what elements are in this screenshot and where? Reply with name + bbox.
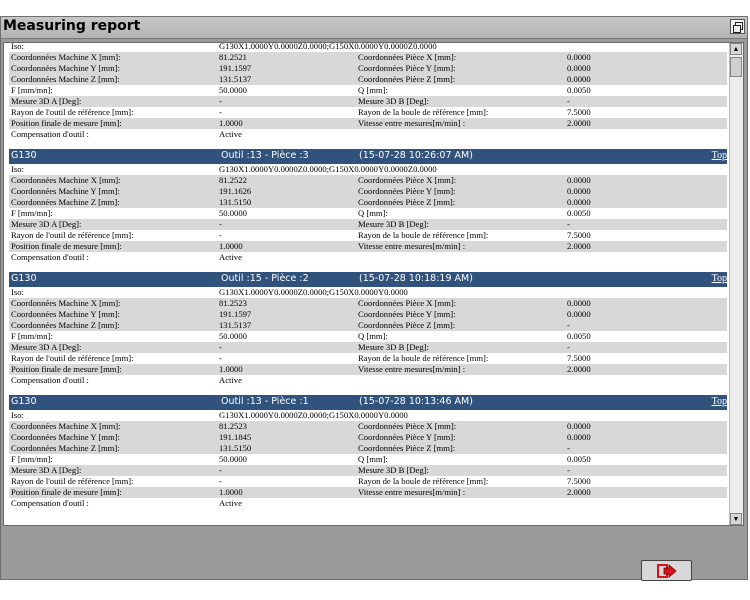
field-value: 191.1845 — [219, 432, 252, 442]
field-label: Mesure 3D A [Deg]: — [11, 342, 82, 352]
field-label: Rayon de l'outil de référence [mm]: — [11, 230, 134, 240]
field-value: - — [219, 353, 222, 363]
field-label: Compensation d'outil : — [11, 375, 89, 385]
report-block — [9, 42, 727, 140]
field-label: F [mm/mn]: — [11, 331, 53, 341]
field-value: 7.5000 — [567, 353, 591, 363]
field-label: Position finale de mesure [mm]: — [11, 118, 122, 128]
report-block — [9, 149, 727, 263]
report-tool-part: Outil :13 - Pièce :3 — [221, 150, 309, 161]
report-row — [9, 410, 727, 421]
report-cycle: G130 — [11, 273, 37, 284]
field-label: Mesure 3D A [Deg]: — [11, 219, 82, 229]
field-value: 0.0000 — [567, 197, 591, 207]
exit-door-arrow-icon — [657, 564, 677, 578]
field-value: - — [567, 219, 570, 229]
field-value: - — [567, 465, 570, 475]
field-label: Iso: — [11, 42, 24, 51]
scroll-down-arrow-icon[interactable]: ▼ — [730, 513, 742, 525]
field-value: 81.2521 — [219, 52, 247, 62]
report-row — [9, 230, 727, 241]
field-label: Coordonnées Machine Z [mm]: — [11, 74, 120, 84]
field-value: G130X1.0000Y0.0000Z0.0000;G150X0.0000Y0.0000Z0.0000 — [219, 42, 437, 51]
field-value: 0.0000 — [567, 74, 591, 84]
field-label: Coordonnées Machine Y [mm]: — [11, 432, 120, 442]
field-value: 131.5137 — [219, 74, 252, 84]
field-value: 0.0000 — [567, 52, 591, 62]
field-label: Coordonnées Pièce X [mm]: — [358, 52, 457, 62]
report-row — [9, 421, 727, 432]
top-link[interactable]: Top — [711, 150, 727, 161]
field-label: Coordonnées Machine X [mm]: — [11, 52, 121, 62]
field-value: - — [567, 96, 570, 106]
field-label: Coordonnées Pièce X [mm]: — [358, 298, 457, 308]
field-value: 7.5000 — [567, 476, 591, 486]
report-row — [9, 63, 727, 74]
scroll-thumb[interactable] — [730, 57, 742, 77]
report-row — [9, 74, 727, 85]
field-label: Q [mm]: — [358, 85, 388, 95]
field-label: Mesure 3D B [Deg]: — [358, 96, 429, 106]
report-timestamp: (15-07-28 10:13:46 AM) — [359, 396, 473, 407]
report-row — [9, 342, 727, 353]
report-row — [9, 498, 727, 509]
field-value: 50.0000 — [219, 454, 247, 464]
report-header — [9, 272, 727, 287]
field-value: 0.0000 — [567, 432, 591, 442]
field-label: Coordonnées Pièce Z [mm]: — [358, 320, 456, 330]
field-value: 131.5150 — [219, 197, 252, 207]
report-row — [9, 197, 727, 208]
field-value: - — [219, 219, 222, 229]
field-label: Compensation d'outil : — [11, 129, 89, 139]
field-label: Mesure 3D A [Deg]: — [11, 465, 82, 475]
field-label: Mesure 3D A [Deg]: — [11, 96, 82, 106]
field-value: 0.0000 — [567, 309, 591, 319]
field-label: Compensation d'outil : — [11, 252, 89, 262]
field-label: Rayon de la boule de référence [mm]: — [358, 107, 489, 117]
field-label: Coordonnées Machine X [mm]: — [11, 421, 121, 431]
report-row — [9, 375, 727, 386]
field-label: Vitesse entre mesures[m/min] : — [358, 241, 466, 251]
report-row — [9, 476, 727, 487]
field-label: Compensation d'outil : — [11, 498, 89, 508]
field-value: 0.0000 — [567, 186, 591, 196]
field-label: Rayon de l'outil de référence [mm]: — [11, 353, 134, 363]
report-row — [9, 320, 727, 331]
report-row — [9, 219, 727, 230]
report-row — [9, 85, 727, 96]
field-value: 191.1626 — [219, 186, 252, 196]
restore-window-icon[interactable] — [730, 19, 745, 34]
field-label: Coordonnées Pièce Z [mm]: — [358, 197, 456, 207]
field-value: 0.0000 — [567, 298, 591, 308]
field-label: Rayon de l'outil de référence [mm]: — [11, 107, 134, 117]
top-link[interactable]: Top — [711, 396, 727, 407]
field-value: 0.0050 — [567, 331, 591, 341]
report-header — [9, 395, 727, 410]
field-value: G130X1.0000Y0.0000Z0.0000;G150X0.0000Y0.0000 — [219, 410, 408, 420]
report-row — [9, 208, 727, 219]
field-label: Position finale de mesure [mm]: — [11, 241, 122, 251]
field-value: 0.0000 — [567, 175, 591, 185]
report-row — [9, 96, 727, 107]
field-value: 1.0000 — [219, 487, 243, 497]
scroll-up-arrow-icon[interactable]: ▲ — [730, 43, 742, 55]
field-label: F [mm/mn]: — [11, 208, 53, 218]
report-row — [9, 175, 727, 186]
field-label: Coordonnées Pièce Y [mm]: — [358, 432, 456, 442]
field-label: Vitesse entre mesures[m/min] : — [358, 118, 466, 128]
report-tool-part: Outil :13 - Pièce :1 — [221, 396, 309, 407]
field-value: 50.0000 — [219, 85, 247, 95]
field-label: Coordonnées Pièce Z [mm]: — [358, 74, 456, 84]
field-value: G130X1.0000Y0.0000Z0.0000;G150X0.0000Y0.0000Z0.0000 — [219, 164, 437, 174]
report-timestamp: (15-07-28 10:18:19 AM) — [359, 273, 473, 284]
report-list — [9, 43, 727, 509]
field-label: Coordonnées Machine X [mm]: — [11, 298, 121, 308]
field-value: G130X1.0000Y0.0000Z0.0000;G150X0.0000Y0.0000 — [219, 287, 408, 297]
field-value: 0.0050 — [567, 85, 591, 95]
field-label: Mesure 3D B [Deg]: — [358, 219, 429, 229]
report-cycle: G130 — [11, 150, 37, 161]
report-row — [9, 186, 727, 197]
field-value: 50.0000 — [219, 208, 247, 218]
field-value: - — [219, 476, 222, 486]
field-value: 191.1597 — [219, 63, 252, 73]
field-label: Rayon de la boule de référence [mm]: — [358, 353, 489, 363]
report-row — [9, 443, 727, 454]
field-value: Active — [219, 375, 242, 385]
field-label: Q [mm]: — [358, 454, 388, 464]
field-label: Position finale de mesure [mm]: — [11, 487, 122, 497]
field-value: 0.0050 — [567, 454, 591, 464]
field-label: Iso: — [11, 287, 24, 297]
report-row — [9, 364, 727, 375]
field-label: Mesure 3D B [Deg]: — [358, 465, 429, 475]
report-row — [9, 42, 727, 52]
field-value: 0.0050 — [567, 208, 591, 218]
report-row — [9, 164, 727, 175]
field-value: Active — [219, 498, 242, 508]
report-tool-part: Outil :15 - Pièce :2 — [221, 273, 309, 284]
field-value: - — [219, 342, 222, 352]
report-row — [9, 287, 727, 298]
field-value: 81.2523 — [219, 298, 247, 308]
report-block — [9, 395, 727, 509]
field-value: 1.0000 — [219, 118, 243, 128]
field-label: Mesure 3D B [Deg]: — [358, 342, 429, 352]
field-value: 1.0000 — [219, 241, 243, 251]
field-value: - — [219, 465, 222, 475]
window-title: Measuring report — [3, 18, 141, 34]
report-row — [9, 331, 727, 342]
report-block — [9, 272, 727, 386]
field-value: 2.0000 — [567, 487, 591, 497]
field-value: 2.0000 — [567, 241, 591, 251]
report-header — [9, 149, 727, 164]
field-label: Q [mm]: — [358, 208, 388, 218]
field-label: Iso: — [11, 164, 24, 174]
report-row — [9, 432, 727, 443]
field-label: Coordonnées Machine Z [mm]: — [11, 320, 120, 330]
field-label: Coordonnées Pièce X [mm]: — [358, 421, 457, 431]
field-label: F [mm/mn]: — [11, 85, 53, 95]
report-row — [9, 129, 727, 140]
field-label: Q [mm]: — [358, 331, 388, 341]
field-value: 191.1597 — [219, 309, 252, 319]
field-label: Rayon de la boule de référence [mm]: — [358, 230, 489, 240]
field-label: Vitesse entre mesures[m/min] : — [358, 487, 466, 497]
field-value: 0.0000 — [567, 421, 591, 431]
report-row — [9, 252, 727, 263]
report-row — [9, 309, 727, 320]
field-value: 131.5150 — [219, 443, 252, 453]
field-label: Iso: — [11, 410, 24, 420]
report-row — [9, 454, 727, 465]
report-row — [9, 465, 727, 476]
report-cycle: G130 — [11, 396, 37, 407]
field-label: Coordonnées Machine X [mm]: — [11, 175, 121, 185]
field-label: Coordonnées Machine Y [mm]: — [11, 309, 120, 319]
field-label: Coordonnées Machine Y [mm]: — [11, 186, 120, 196]
field-value: 2.0000 — [567, 118, 591, 128]
report-content[interactable] — [3, 42, 744, 526]
field-value: 7.5000 — [567, 230, 591, 240]
field-value: 81.2523 — [219, 421, 247, 431]
field-label: Coordonnées Pièce X [mm]: — [358, 175, 457, 185]
title-bar — [1, 17, 747, 39]
field-label: Coordonnées Machine Z [mm]: — [11, 443, 120, 453]
field-value: Active — [219, 129, 242, 139]
field-value: Active — [219, 252, 242, 262]
field-label: F [mm/mn]: — [11, 454, 53, 464]
field-label: Coordonnées Pièce Z [mm]: — [358, 443, 456, 453]
report-row — [9, 241, 727, 252]
report-row — [9, 487, 727, 498]
field-label: Rayon de l'outil de référence [mm]: — [11, 476, 134, 486]
field-label: Rayon de la boule de référence [mm]: — [358, 476, 489, 486]
field-value: 1.0000 — [219, 364, 243, 374]
report-row — [9, 298, 727, 309]
report-row — [9, 52, 727, 63]
field-value: - — [567, 320, 570, 330]
top-link[interactable]: Top — [711, 273, 727, 284]
report-row — [9, 353, 727, 364]
field-label: Coordonnées Pièce Y [mm]: — [358, 186, 456, 196]
field-value: - — [219, 96, 222, 106]
field-label: Vitesse entre mesures[m/min] : — [358, 364, 466, 374]
field-label: Coordonnées Machine Z [mm]: — [11, 197, 120, 207]
report-timestamp: (15-07-28 10:26:07 AM) — [359, 150, 473, 161]
field-value: 2.0000 — [567, 364, 591, 374]
field-value: - — [219, 107, 222, 117]
field-value: 131.5137 — [219, 320, 252, 330]
report-row — [9, 118, 727, 129]
field-label: Coordonnées Machine Y [mm]: — [11, 63, 120, 73]
exit-button[interactable] — [641, 560, 692, 581]
field-value: - — [567, 443, 570, 453]
field-value: - — [219, 230, 222, 240]
field-value: 81.2522 — [219, 175, 247, 185]
vertical-scrollbar[interactable] — [729, 43, 743, 525]
field-value: 50.0000 — [219, 331, 247, 341]
field-label: Position finale de mesure [mm]: — [11, 364, 122, 374]
field-label: Coordonnées Pièce Y [mm]: — [358, 63, 456, 73]
field-value: - — [567, 342, 570, 352]
field-value: 0.0000 — [567, 63, 591, 73]
field-value: 7.5000 — [567, 107, 591, 117]
measuring-report-window — [0, 16, 748, 580]
report-row — [9, 107, 727, 118]
field-label: Coordonnées Pièce Y [mm]: — [358, 309, 456, 319]
